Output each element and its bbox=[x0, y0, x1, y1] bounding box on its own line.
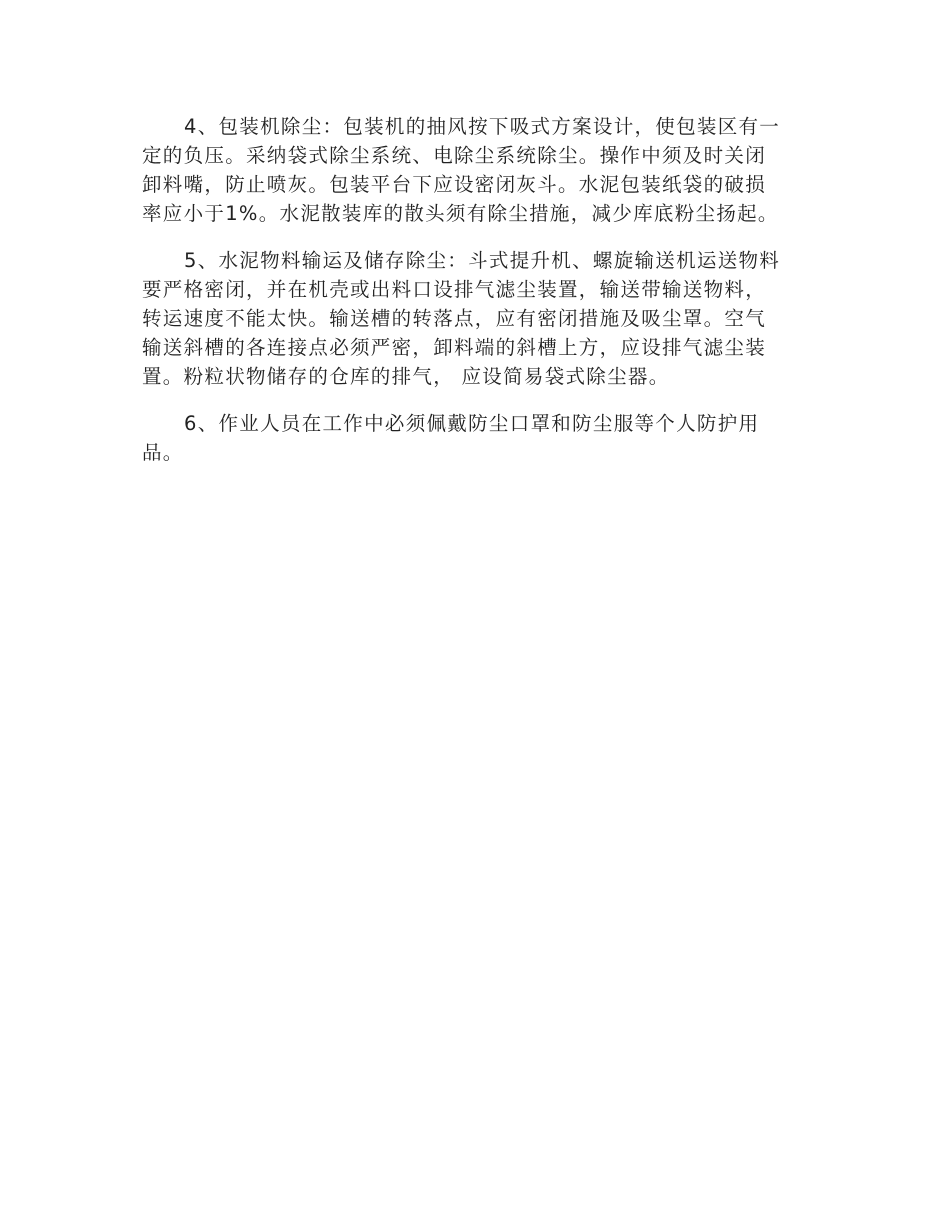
paragraph-line: 定的负压。采纳袋式除尘系统、电除尘系统除尘。操作中须及时关闭 bbox=[142, 144, 767, 167]
document-body bbox=[142, 112, 807, 485]
paragraph-line: 率应小于1%。水泥散装库的散头须有除尘措施，减少库底粉尘扬起。 bbox=[142, 202, 779, 225]
paragraph-line: 品。 bbox=[142, 441, 184, 464]
paragraph-line: 4、包装机除尘：包装机的抽风按下吸式方案设计，使包装区有一 bbox=[184, 115, 781, 138]
paragraph-line: 置。粉粒状物储存的仓库的排气， 应设简易袋式除尘器。 bbox=[142, 365, 670, 388]
paragraph-line: 输送斜槽的各连接点必须严密，卸料端的斜槽上方，应设排气滤尘装 bbox=[142, 336, 767, 359]
paragraph-cement-conveying-dust bbox=[142, 246, 807, 391]
paragraph-line: 5、水泥物料输运及储存除尘：斗式提升机、螺旋输送机运送物料 bbox=[184, 249, 781, 272]
paragraph-line: 转运速度不能太快。输送槽的转落点，应有密闭措施及吸尘罩。空气 bbox=[142, 307, 767, 330]
paragraph-line: 要严格密闭，并在机壳或出料口设排气滤尘装置，输送带输送物料， bbox=[142, 278, 767, 301]
paragraph-packing-machine-dust bbox=[142, 112, 807, 228]
paragraph-line: 6、作业人员在工作中必须佩戴防尘口罩和防尘服等个人防护用 bbox=[184, 412, 760, 435]
paragraph-line: 卸料嘴，防止喷灰。包装平台下应设密闭灰斗。水泥包装纸袋的破损 bbox=[142, 173, 767, 196]
paragraph-personal-protection bbox=[142, 409, 807, 467]
